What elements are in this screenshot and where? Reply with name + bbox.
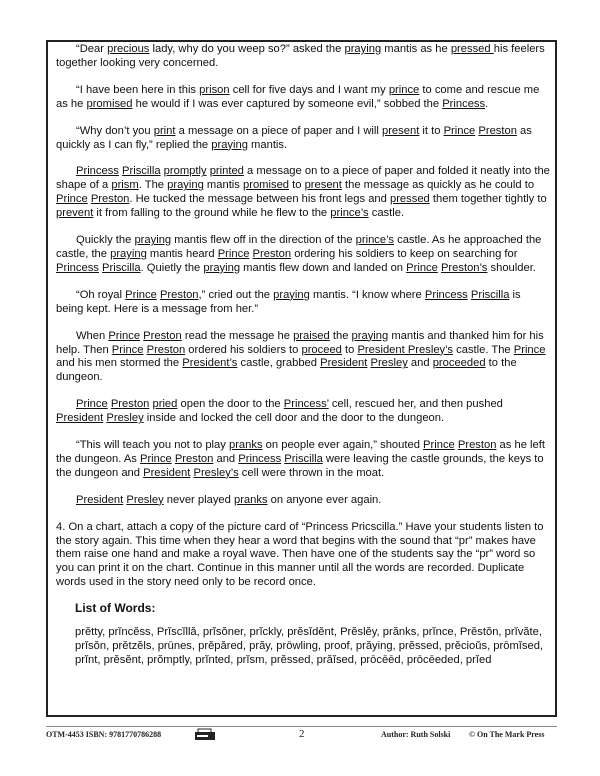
pr-word: Preston’s [440,261,488,274]
pr-word: pranks [228,439,263,452]
pr-word: proceed [301,343,342,356]
pr-word: prism [111,179,139,192]
pr-word: Presley [370,357,408,370]
pr-word: Preston [252,247,292,260]
pr-word: prevent [56,207,94,220]
footer-publisher: © On The Mark Press [469,730,545,739]
pr-word: praying [110,247,147,260]
footer-code: OTM-4453 ISBN: 9781770786288 [46,730,162,739]
pr-word: Prince [217,247,250,260]
pr-word: praying [273,288,310,301]
pr-word: Prince [56,193,88,206]
pr-word: Prince [125,288,157,301]
pr-word: Preston [110,398,150,411]
story-paragraph: When Prince Preston read the message he praised the praying mantis and thanked him for his help. Then Prince Preston ordered his soldiers to proceed to President Presley’s castle. The Prince and his men stormed the President’s castle, grabbed President Presley and proceeded to the dungeon. [56,329,546,384]
instruction-step-4: 4. On a chart, attach a copy of the picture card of “Princess Pricscilla.” Have your students listen to the story again. This time when they hear a word that begins with the sound that “pr” makes have them raise one hand and make a royal wave. Then have one of the students say the “pr” word so you can print it on the chart. Continue in this manner until all the words are recorded. Duplicate words used in the story need only to be record once. [56,520,544,589]
pr-word: President [56,412,104,425]
copier-icon [194,728,216,743]
pr-word: praying [351,329,389,342]
pr-word: Prince [111,343,144,356]
pr-word: Preston [90,193,130,206]
story-paragraph: Princess Priscilla promptly printed a message on to a piece of paper and folded it neatly into the shape of a prism. The praying mantis promised to present the message as quickly as he could to Prince Preston. He tucked the message between his front legs and pressed them together tightly to prevent it from falling to the ground while he flew to the prince’s castle. [56,165,550,220]
pr-word: printed [209,165,244,178]
story-paragraph: “I have been here in this prison cell for five days and I want my prince to come and rescue me as he promised he would if I was ever captured by someone evil,” sobbed the Princess. [56,83,540,110]
word-list: prĕtty, prĭncĕss, Prĭscĭllă, prĭsŏner, prĭckly, prĕsĭdĕnt, Prĕslĕy, prănks, prĭnce, Prĕstŏn, prĭvăte, prĭsŏn, prĕtzĕls, prūnes, prĕpăred, prăy, prōwling, proof, prăying, prĕssed, prĕcioŭs, prōmĭsed, prĭnt, prĕsĕnt, prŏmptly, prĭnted, prĭsm, prĕssed, prăĭsed, prōcēēd, prōcēeded, prĭed [75,626,544,666]
pr-word: pried [152,398,178,411]
story-paragraph: “Oh royal Prince Preston,” cried out the praying mantis. “I know where Princess Priscilla is being kept. Here is a message from her.” [56,288,521,315]
pr-word: present [304,179,342,192]
pr-word: Princess’ [283,398,329,411]
pr-word: Prince [513,343,546,356]
story-paragraph: “Why don’t you print a message on a piece of paper and I will present it to Prince Preston as quickly as I can fly,” replied the praying mantis. [56,124,532,151]
pr-word: Princess [424,288,468,301]
pr-word: prince’s [330,207,369,220]
pr-word: Preston [146,343,186,356]
pr-word: President [76,493,124,506]
pr-word: Priscilla [284,452,323,465]
pr-word: Prince [108,329,141,342]
pr-word: Priscilla [470,288,510,301]
pr-word: pressed [450,43,494,55]
story-paragraph: Prince Preston pried open the door to the Princess’ cell, rescued her, and then pushed President Presley inside and locked the cell door and the door to the dungeon. [56,398,503,425]
pr-word: President [143,466,191,479]
pr-word: Princess [238,452,282,465]
pr-word: Priscilla [102,261,141,274]
story [56,43,551,508]
pr-word: Preston [143,329,182,342]
pr-word: print [153,124,176,137]
pr-word: praying [344,43,382,55]
pr-word: proceeded [432,357,486,370]
footer [46,728,557,742]
pr-word: Prince [443,124,476,137]
pr-word: pressed [389,193,430,206]
pr-word: President’s [182,357,238,370]
pr-word: Presley [106,412,144,425]
pr-word: Princess [442,97,486,110]
pr-word: praying [134,234,172,247]
pr-word: Princess [76,165,119,178]
story-paragraph: President Presley never played pranks on anyone ever again. [76,493,382,506]
pr-word: Presley [126,493,164,506]
pr-word: prince’s [355,234,394,247]
pr-word: President [320,357,368,370]
story-paragraph: “This will teach you not to play pranks on people ever again,” shouted Prince Preston as he left the dungeon. As Prince Preston and Princess Priscilla were leaving the castle grounds, the keys to the dungeon and President Presley’s cell were thrown in the moat. [56,439,545,479]
pr-word: Prince [76,398,108,411]
word-list-title: List of Words: [75,601,156,616]
footer-author: Author: Ruth Solski [381,730,451,739]
pr-word: Preston [478,124,517,137]
document-body [56,43,551,668]
pr-word: Preston [159,288,199,301]
pr-word: promptly [163,165,207,178]
pr-word: Princess [56,261,99,274]
pr-word: prison [199,83,230,96]
pr-word: pranks [233,493,268,506]
footer-divider [46,726,557,727]
pr-word: Presley’s [193,466,239,479]
pr-word: praised [293,329,330,342]
pr-word: President Presley’s [357,343,454,356]
pr-word: Prince [423,439,455,452]
pr-word: praying [203,261,241,274]
pr-word: present [381,124,420,137]
pr-word: prince [388,83,420,96]
story-paragraph: Quickly the praying mantis flew off in the direction of the prince’s castle. As he approached the castle, the praying mantis heard Prince Preston ordering his soldiers to keep on searching for Princess Priscilla. Quietly the praying mantis flew down and landed on Prince Preston’s shoulder. [56,234,542,274]
pr-word: praying [211,138,248,151]
pr-word: Priscilla [122,165,161,178]
pr-word: precious [107,43,150,55]
story-paragraph: “Dear precious lady, why do you weep so?” asked the praying mantis as he pressed his feelers together looking very concerned. [56,43,545,69]
pr-word: Preston [174,452,214,465]
pr-word: Prince [139,452,172,465]
pr-word: promised [86,97,133,110]
pr-word: promised [243,179,290,192]
page-number: 2 [299,728,305,740]
pr-word: Preston [457,439,497,452]
pr-word: praying [167,179,204,192]
pr-word: Prince [406,261,438,274]
